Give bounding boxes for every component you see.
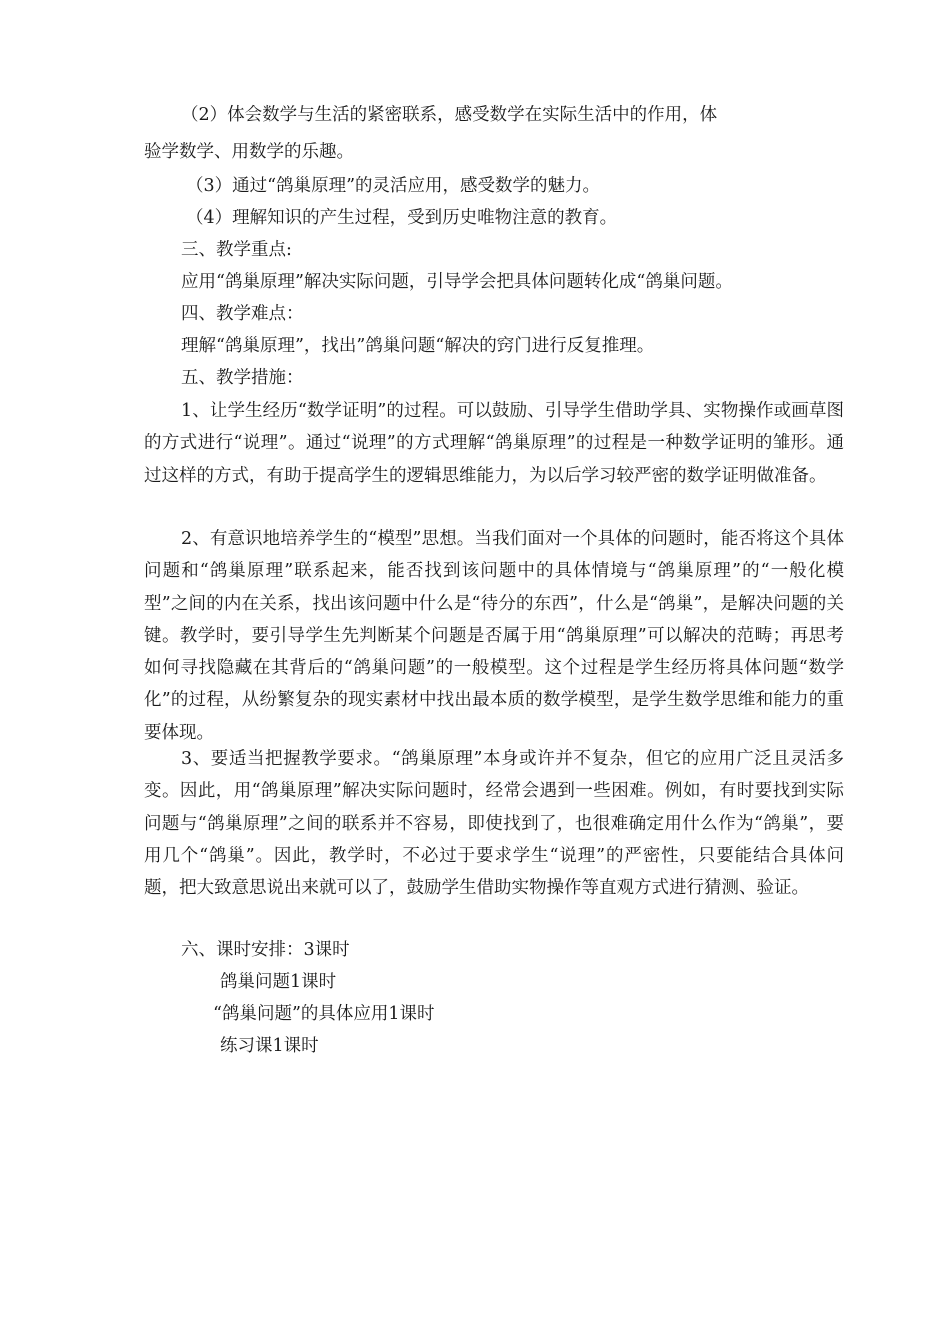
difficulties-heading: 四、教学难点：: [181, 304, 304, 324]
schedule-heading: 六、课时安排：3课时: [181, 940, 350, 960]
schedule-item: “鸽巢问题”的具体应用1课时: [213, 1004, 435, 1024]
goal-4: （4）理解知识的产生过程，受到历史唯物注意的教育。: [186, 208, 618, 228]
goal-2-line-2: 验学数学、用数学的乐趣。: [144, 142, 354, 162]
difficulties-text: 理解“鸽巢原理”，找出”鸽巢问题“解决的窍门进行反复推理。: [181, 336, 655, 356]
measure-item-3: 3、要适当把握教学要求。“鸽巢原理”本身或许并不复杂，但它的应用广泛且灵活多变。因此，用“鸽巢原理”解决实际问题时，经常会遇到一些困难。例如，有时要找到实际问题与“鸽巢原理”之间的联系并不容易，即使找到了，也很难确定用什么作为“鸽巢”，要用几个“鸽巢”。因此，教学时，不必过于要求学生“说理”的严密性，只要能结合具体问题，把大致意思说出来就可以了，鼓励学生借助实物操作等直观方式进行猜测、验证。: [144, 749, 844, 899]
schedule-item: 鸽巢问题1课时: [220, 972, 337, 992]
measures-heading: 五、教学措施：: [181, 368, 304, 388]
goal-3: （3）通过“鸽巢原理”的灵活应用，感受数学的魅力。: [186, 176, 601, 196]
goal-2-line-1: （2）体会数学与生活的紧密联系，感受数学在实际生活中的作用，体: [181, 105, 718, 125]
key-points-heading: 三、教学重点:: [181, 240, 292, 260]
schedule-item: 练习课1课时: [220, 1036, 319, 1056]
measure-item-1: 1、让学生经历“数学证明”的过程。可以鼓励、引导学生借助学具、实物操作或画草图的方式进行“说理”。通过“说理”的方式理解“鸽巢原理”的过程是一种数学证明的雏形。通过这样的方式，有助于提高学生的逻辑思维能力，为以后学习较严密的数学证明做准备。: [144, 401, 844, 486]
measure-item-2: 2、有意识地培养学生的“模型”思想。当我们面对一个具体的问题时，能否将这个具体问题和“鸽巢原理”联系起来，能否找到该问题中的具体情境与“鸽巢原理”的“一般化模型”之间的内在关系，找出该问题中什么是“待分的东西”，什么是“鸽巢”，是解决问题的关键。教学时，要引导学生先判断某个问题是否属于用“鸽巢原理”可以解决的范畴；再思考如何寻找隐藏在其背后的“鸽巢问题”的一般模型。这个过程是学生经历将具体问题“数学化”的过程，从纷繁复杂的现实素材中找出最本质的数学模型，是学生数学思维和能力的重要体现。: [144, 529, 844, 743]
key-points-text: 应用“鸽巢原理”解决实际问题，引导学会把具体问题转化成“鸽巢问题。: [181, 272, 733, 292]
